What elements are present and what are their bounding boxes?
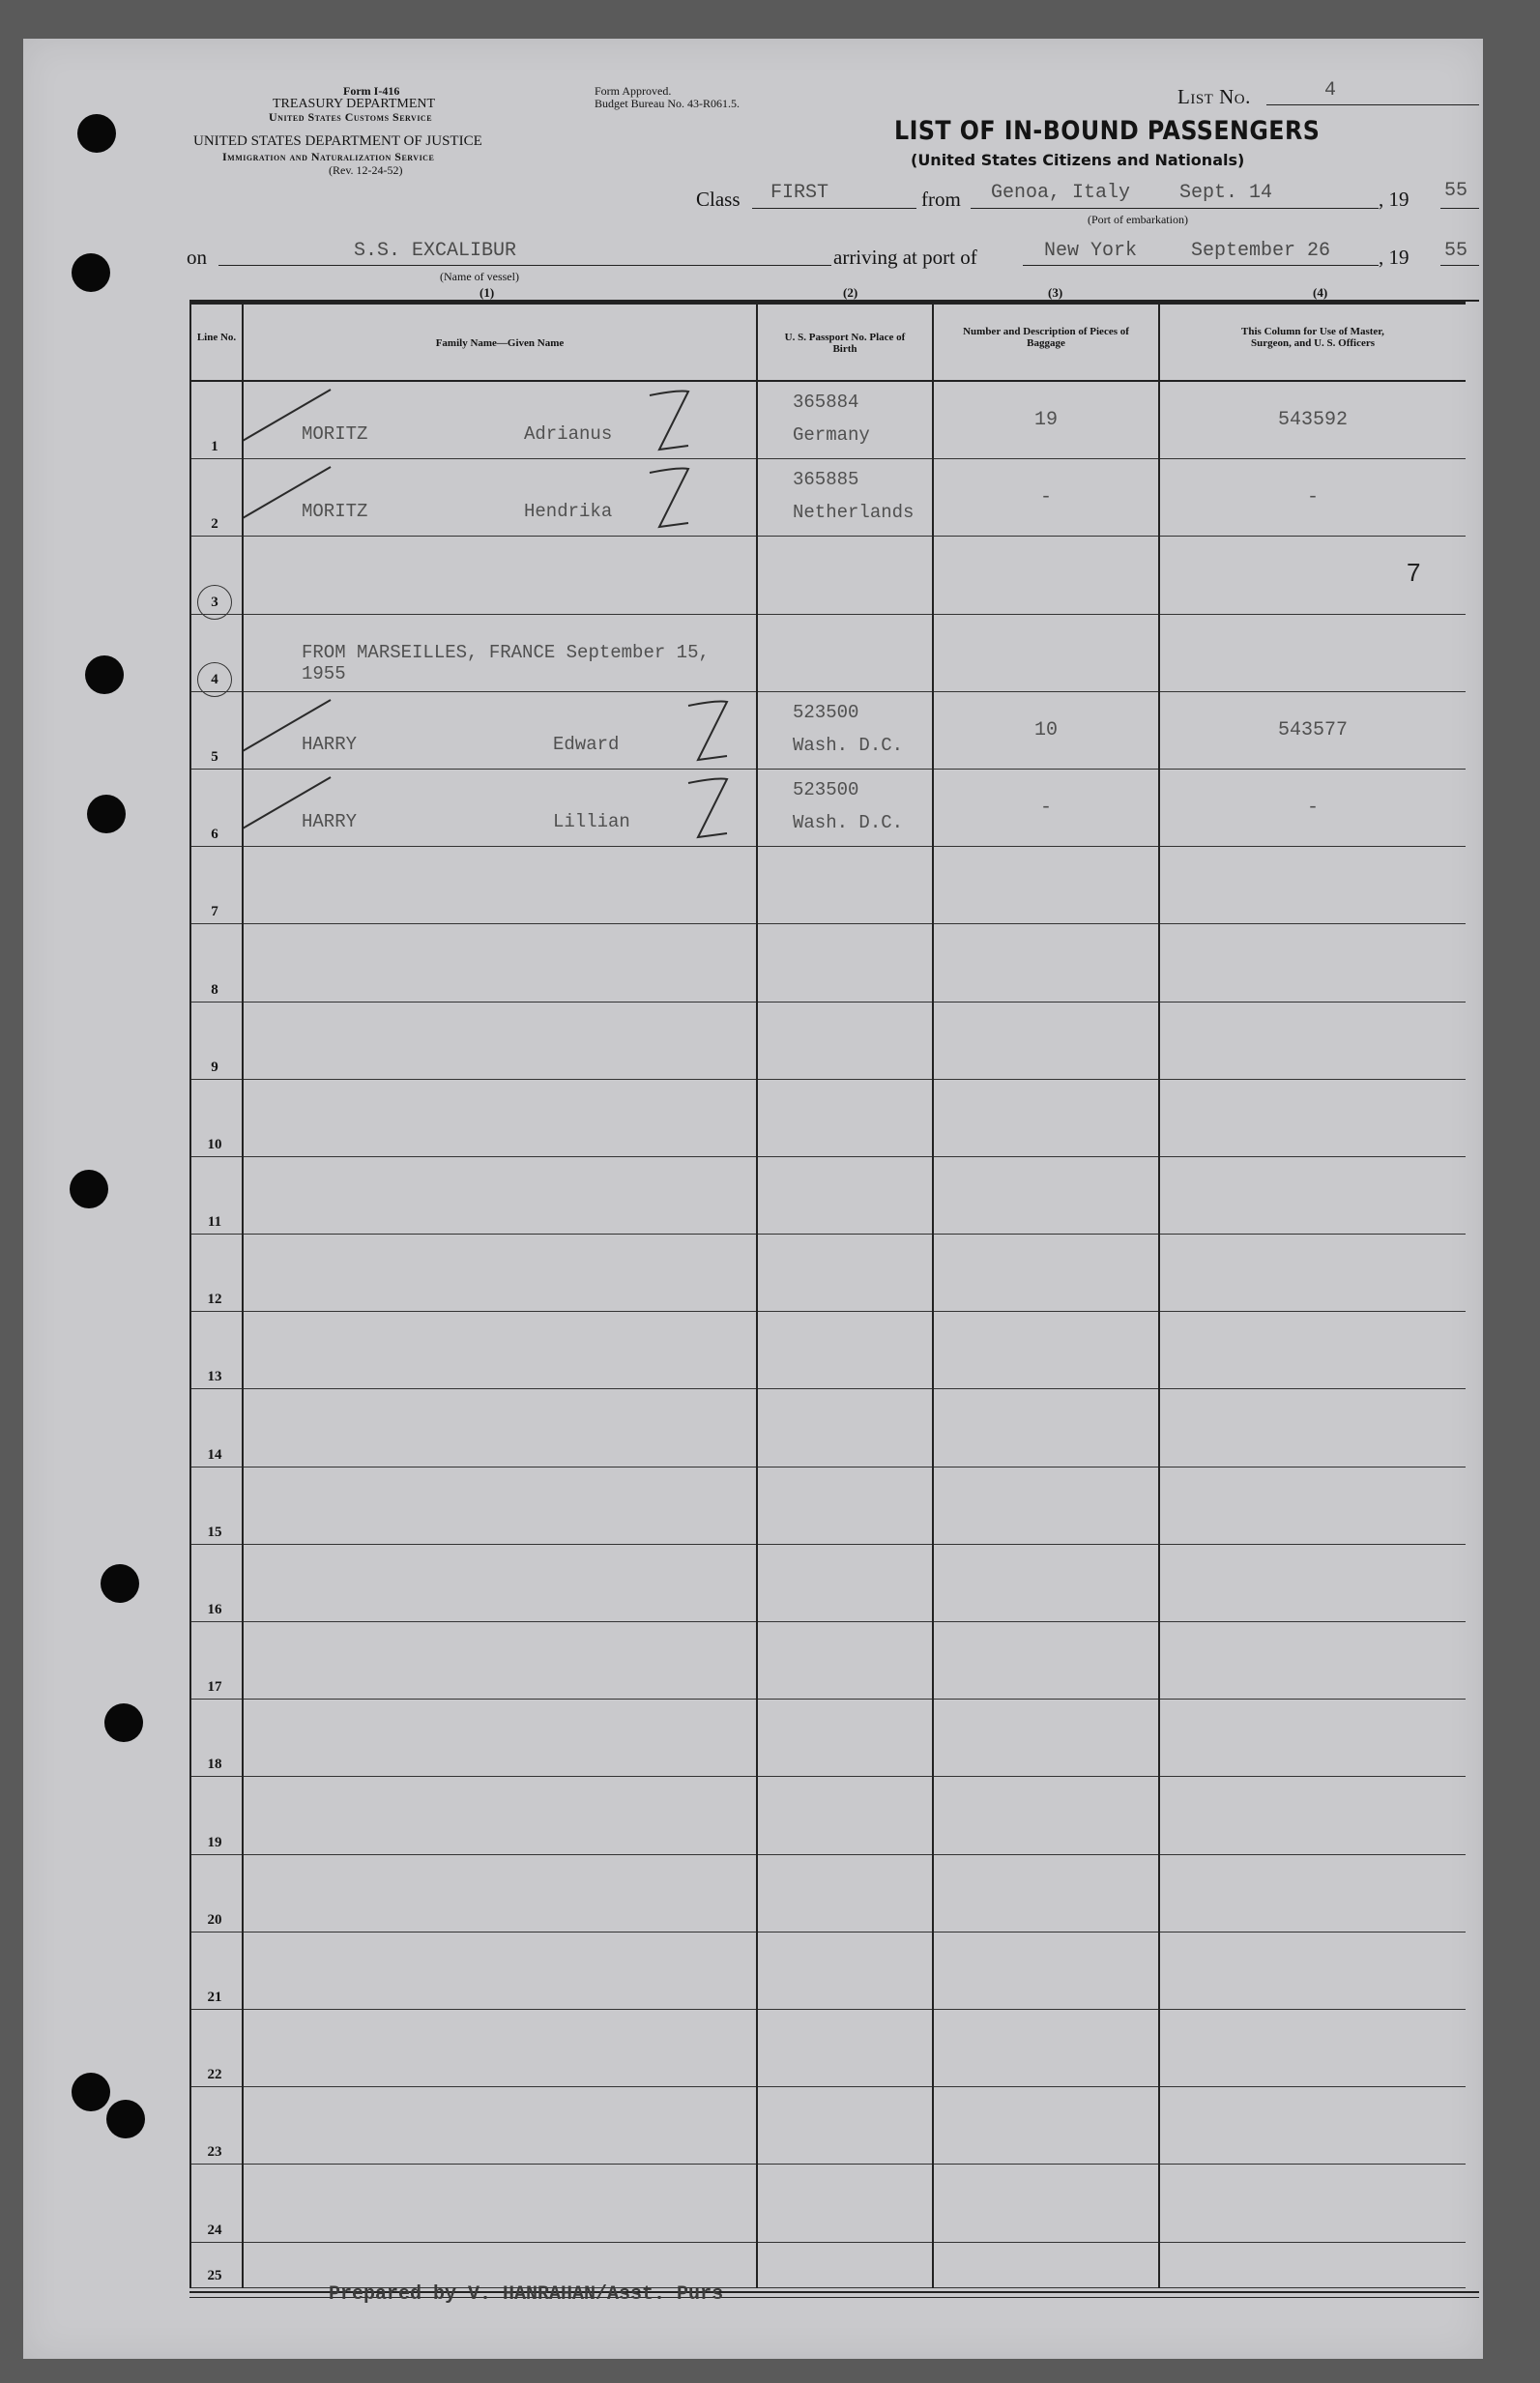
passport-cell — [757, 459, 933, 537]
arrival-year-line — [1440, 265, 1479, 266]
line-no-cell — [190, 614, 243, 691]
name-cell — [243, 1467, 757, 1544]
table-row — [190, 2242, 1466, 2287]
officers-cell — [1159, 1235, 1466, 1312]
line-number: 10 — [207, 1136, 222, 1152]
officers-cell — [1159, 1312, 1466, 1389]
baggage-cell — [933, 2009, 1159, 2086]
line-no-cell — [190, 1079, 243, 1156]
officers-cell — [1159, 1002, 1466, 1079]
table-row — [190, 381, 1466, 459]
line-no-cell — [190, 1932, 243, 2009]
family-name: HARRY — [302, 733, 358, 755]
line-number: 6 — [211, 827, 218, 843]
name-cell — [243, 2087, 757, 2165]
officers-cell — [1159, 2009, 1466, 2086]
passport-cell — [757, 2165, 933, 2242]
customs-service: United States Customs Service — [269, 110, 433, 124]
line-no-cell — [190, 2087, 243, 2165]
baggage-cell — [933, 1002, 1159, 1079]
line-number: 1 — [211, 439, 218, 455]
arrival-port: New York — [1044, 240, 1138, 262]
punch-hole — [70, 1170, 108, 1208]
name-cell — [243, 2242, 757, 2287]
baggage-cell — [933, 1389, 1159, 1467]
arrival-date: September 26 — [1191, 240, 1331, 262]
table-row — [190, 1312, 1466, 1389]
punch-hole — [101, 1564, 139, 1603]
name-cell — [243, 1622, 757, 1700]
check-mark-icon — [244, 459, 746, 539]
baggage-cell — [933, 1312, 1159, 1389]
given-name: Lillian — [553, 811, 630, 833]
table-row — [190, 924, 1466, 1002]
line-number: 19 — [207, 1834, 222, 1850]
line-no-cell — [190, 537, 243, 614]
line-number: 23 — [207, 2144, 222, 2161]
check-mark-icon — [244, 770, 746, 850]
header-name: Family Name—Given Name — [243, 304, 757, 382]
baggage-cell — [933, 381, 1159, 459]
table-row — [190, 2087, 1466, 2165]
handwritten-mark: 7 — [1407, 558, 1421, 588]
officers-cell — [1159, 2087, 1466, 2165]
from-line — [971, 208, 1379, 209]
line-number: 25 — [207, 2267, 222, 2283]
punch-hole — [72, 253, 110, 292]
passport-number: 523500 — [793, 778, 859, 800]
line-number: 8 — [211, 981, 218, 998]
passport-cell — [757, 2242, 933, 2287]
baggage-count: 19 — [1033, 409, 1058, 431]
officers-cell — [1159, 537, 1466, 614]
baggage-count: 10 — [1033, 718, 1058, 741]
justice-dept: UNITED STATES DEPARTMENT OF JUSTICE — [193, 133, 482, 149]
col-num-4: (4) — [1313, 285, 1328, 300]
table-row — [190, 537, 1466, 614]
arrival-year-prefix: , 19 — [1379, 246, 1409, 269]
table-row — [190, 847, 1466, 924]
baggage-cell — [933, 924, 1159, 1002]
officer-number: 543577 — [1277, 718, 1348, 741]
from-year: 55 — [1444, 180, 1468, 202]
vessel-line — [218, 265, 831, 266]
punch-hole — [77, 114, 116, 153]
passport-cell — [757, 1622, 933, 1700]
table-row — [190, 1544, 1466, 1621]
family-name: MORITZ — [302, 423, 368, 446]
passport-cell — [757, 1467, 933, 1544]
table-row — [190, 1389, 1466, 1467]
baggage-cell — [933, 769, 1159, 846]
name-cell — [243, 1389, 757, 1467]
table-row — [190, 1622, 1466, 1700]
baggage-cell — [933, 1156, 1159, 1234]
baggage-cell — [933, 1622, 1159, 1700]
name-cell — [243, 1235, 757, 1312]
name-cell — [243, 459, 757, 537]
officers-cell — [1159, 1389, 1466, 1467]
name-cell — [243, 1854, 757, 1932]
passport-cell — [757, 381, 933, 459]
officers-cell — [1159, 614, 1466, 691]
table-row — [190, 1854, 1466, 1932]
officer-number: 543592 — [1277, 409, 1348, 431]
line-number: 7 — [211, 904, 218, 920]
line-number: 4 — [211, 671, 218, 687]
passport-cell — [757, 2087, 933, 2165]
form-title: LIST OF IN-BOUND PASSENGERS — [894, 116, 1321, 146]
col-num-2: (2) — [843, 285, 858, 300]
form-approved: Form Approved. — [595, 84, 672, 98]
baggage-count: - — [1039, 796, 1052, 819]
passport-cell — [757, 1854, 933, 1932]
col-num-3: (3) — [1048, 285, 1063, 300]
on-label: on — [187, 246, 207, 269]
table-row — [190, 1700, 1466, 1777]
place-of-birth: Wash. D.C. — [793, 811, 904, 833]
table-row — [190, 1932, 1466, 2009]
form-subtitle: (United States Citizens and Nationals) — [911, 151, 1245, 169]
table-row — [190, 769, 1466, 846]
table-header — [190, 304, 1466, 382]
line-number: 24 — [207, 2222, 222, 2238]
passport-cell — [757, 1932, 933, 2009]
officer-number: - — [1306, 486, 1319, 509]
table-row — [190, 691, 1466, 769]
prepared-by: Prepared by V. HANRAHAN/Asst. Purs — [329, 2283, 724, 2306]
name-cell — [243, 1932, 757, 2009]
punch-hole — [85, 655, 124, 694]
class-label: Class — [696, 188, 741, 211]
punch-hole — [106, 2100, 145, 2138]
line-number: 5 — [211, 748, 218, 765]
passport-cell — [757, 1002, 933, 1079]
baggage-cell — [933, 2165, 1159, 2242]
punch-hole — [72, 2073, 110, 2111]
line-no-cell — [190, 924, 243, 1002]
given-name: Hendrika — [524, 501, 613, 523]
line-number: 18 — [207, 1757, 222, 1773]
arrival-year: 55 — [1444, 240, 1468, 262]
line-number: 12 — [207, 1292, 222, 1308]
name-cell — [243, 691, 757, 769]
officers-cell — [1159, 1156, 1466, 1234]
rev-date: (Rev. 12-24-52) — [329, 163, 403, 177]
officers-cell — [1159, 1932, 1466, 2009]
passport-cell — [757, 769, 933, 846]
vessel-caption: (Name of vessel) — [440, 270, 519, 283]
passport-cell — [757, 614, 933, 691]
line-no-cell — [190, 847, 243, 924]
name-cell — [243, 1777, 757, 1854]
ins-service: Immigration and Naturalization Service — [222, 150, 435, 163]
passport-cell — [757, 1544, 933, 1621]
baggage-cell — [933, 1544, 1159, 1621]
header-passport: U. S. Passport No. Place of Birth — [757, 304, 933, 382]
baggage-cell — [933, 1235, 1159, 1312]
name-cell — [243, 1156, 757, 1234]
table-row — [190, 1002, 1466, 1079]
officers-cell — [1159, 1622, 1466, 1700]
line-no-cell — [190, 1700, 243, 1777]
table-row — [190, 614, 1466, 691]
line-no-cell — [190, 2242, 243, 2287]
name-cell — [243, 847, 757, 924]
passport-cell — [757, 1235, 933, 1312]
officers-cell — [1159, 2242, 1466, 2287]
line-number: 3 — [211, 594, 218, 610]
given-name: Edward — [553, 733, 620, 755]
baggage-count: - — [1039, 486, 1052, 509]
officers-cell — [1159, 769, 1466, 846]
line-no-cell — [190, 2009, 243, 2086]
place-of-birth: Germany — [793, 424, 870, 446]
baggage-cell — [933, 1854, 1159, 1932]
header-baggage: Number and Description of Pieces of Baggage — [933, 304, 1159, 382]
table-row — [190, 1079, 1466, 1156]
line-number: 22 — [207, 2067, 222, 2083]
baggage-cell — [933, 614, 1159, 691]
place-of-birth: Netherlands — [793, 502, 915, 524]
list-no-label: List No. — [1177, 85, 1251, 108]
table-row — [190, 459, 1466, 537]
officers-cell — [1159, 1777, 1466, 1854]
col-num-1: (1) — [479, 285, 495, 300]
passport-cell — [757, 924, 933, 1002]
line-no-cell — [190, 691, 243, 769]
officers-cell — [1159, 691, 1466, 769]
name-cell — [243, 381, 757, 459]
line-no-cell — [190, 1235, 243, 1312]
passport-number: 365885 — [793, 469, 859, 491]
class-line — [752, 208, 916, 209]
port-caption: (Port of embarkation) — [1088, 213, 1188, 226]
line-no-cell — [190, 1156, 243, 1234]
check-mark-icon — [244, 382, 746, 462]
line-number: 15 — [207, 1524, 222, 1540]
line-no-cell — [190, 1777, 243, 1854]
baggage-cell — [933, 1079, 1159, 1156]
baggage-cell — [933, 1777, 1159, 1854]
line-no-cell — [190, 1467, 243, 1544]
line-no-cell — [190, 769, 243, 846]
name-cell — [243, 924, 757, 1002]
punch-hole — [87, 795, 126, 833]
line-number: 21 — [207, 1989, 222, 2005]
passport-cell — [757, 1777, 933, 1854]
officers-cell — [1159, 1467, 1466, 1544]
from-port: Genoa, Italy — [991, 182, 1131, 204]
name-cell — [243, 1002, 757, 1079]
budget-bureau: Budget Bureau No. 43-R061.5. — [595, 97, 740, 110]
passport-cell — [757, 2009, 933, 2086]
table-row — [190, 1467, 1466, 1544]
baggage-cell — [933, 1700, 1159, 1777]
line-no-cell — [190, 1544, 243, 1621]
port-note: FROM MARSEILLES, FRANCE September 15, 1955 — [302, 641, 710, 684]
from-label: from — [921, 188, 961, 211]
officers-cell — [1159, 1700, 1466, 1777]
table-row — [190, 1156, 1466, 1234]
passport-cell — [757, 691, 933, 769]
line-no-cell — [190, 2165, 243, 2242]
form-id: Form I-416 — [343, 84, 400, 98]
table-row — [190, 1235, 1466, 1312]
arrival-line — [1023, 265, 1379, 266]
line-number: 20 — [207, 1911, 222, 1928]
name-cell — [243, 537, 757, 614]
line-no-cell — [190, 1312, 243, 1389]
from-date: Sept. 14 — [1179, 182, 1273, 204]
vessel-name: S.S. EXCALIBUR — [354, 240, 517, 262]
family-name: HARRY — [302, 811, 358, 833]
name-cell — [243, 614, 757, 691]
baggage-cell — [933, 847, 1159, 924]
baggage-cell — [933, 459, 1159, 537]
officers-cell — [1159, 847, 1466, 924]
line-number: 2 — [211, 516, 218, 533]
officers-cell — [1159, 381, 1466, 459]
punch-hole — [104, 1703, 143, 1742]
name-cell — [243, 2009, 757, 2086]
line-number: 16 — [207, 1602, 222, 1617]
passenger-table — [189, 302, 1466, 2288]
name-cell — [243, 1544, 757, 1621]
passport-cell — [757, 1389, 933, 1467]
passport-cell — [757, 537, 933, 614]
treasury-dept: TREASURY DEPARTMENT — [273, 97, 436, 111]
list-no-line — [1266, 104, 1479, 105]
arriving-label: arriving at port of — [833, 246, 977, 269]
baggage-cell — [933, 2242, 1159, 2287]
line-no-cell — [190, 1002, 243, 1079]
family-name: MORITZ — [302, 501, 368, 523]
baggage-cell — [933, 1932, 1159, 2009]
officers-cell — [1159, 1544, 1466, 1621]
name-cell — [243, 2165, 757, 2242]
table-row — [190, 1777, 1466, 1854]
table-row — [190, 2165, 1466, 2242]
line-number: 17 — [207, 1679, 222, 1696]
from-year-prefix: , 19 — [1379, 188, 1409, 211]
place-of-birth: Wash. D.C. — [793, 734, 904, 756]
line-number: 14 — [207, 1446, 222, 1463]
passport-cell — [757, 1156, 933, 1234]
baggage-cell — [933, 691, 1159, 769]
line-no-cell — [190, 381, 243, 459]
check-mark-icon — [244, 692, 746, 772]
passport-cell — [757, 1079, 933, 1156]
line-number: 13 — [207, 1369, 222, 1385]
officers-cell — [1159, 1079, 1466, 1156]
line-number: 9 — [211, 1059, 218, 1075]
passport-cell — [757, 1700, 933, 1777]
line-number: 11 — [207, 1214, 222, 1231]
baggage-cell — [933, 2087, 1159, 2165]
line-no-cell — [190, 1389, 243, 1467]
line-no-cell — [190, 459, 243, 537]
baggage-cell — [933, 537, 1159, 614]
officers-cell — [1159, 459, 1466, 537]
line-no-cell — [190, 1854, 243, 1932]
baggage-cell — [933, 1467, 1159, 1544]
name-cell — [243, 769, 757, 846]
passport-cell — [757, 847, 933, 924]
officers-cell — [1159, 1854, 1466, 1932]
passport-number: 365884 — [793, 392, 859, 413]
name-cell — [243, 1312, 757, 1389]
passport-number: 523500 — [793, 701, 859, 723]
header-line-no: Line No. — [190, 304, 243, 382]
class-value: FIRST — [770, 182, 829, 204]
list-no-value: 4 — [1324, 79, 1337, 102]
table-row — [190, 2009, 1466, 2086]
officers-cell — [1159, 924, 1466, 1002]
name-cell — [243, 1700, 757, 1777]
line-no-cell — [190, 1622, 243, 1700]
officers-cell — [1159, 2165, 1466, 2242]
officer-number: - — [1306, 796, 1319, 819]
from-year-line — [1440, 208, 1479, 209]
given-name: Adrianus — [524, 423, 613, 446]
name-cell — [243, 1079, 757, 1156]
header-officers: This Column for Use of Master, Surgeon, and U. S. Officers — [1159, 304, 1466, 382]
passport-cell — [757, 1312, 933, 1389]
